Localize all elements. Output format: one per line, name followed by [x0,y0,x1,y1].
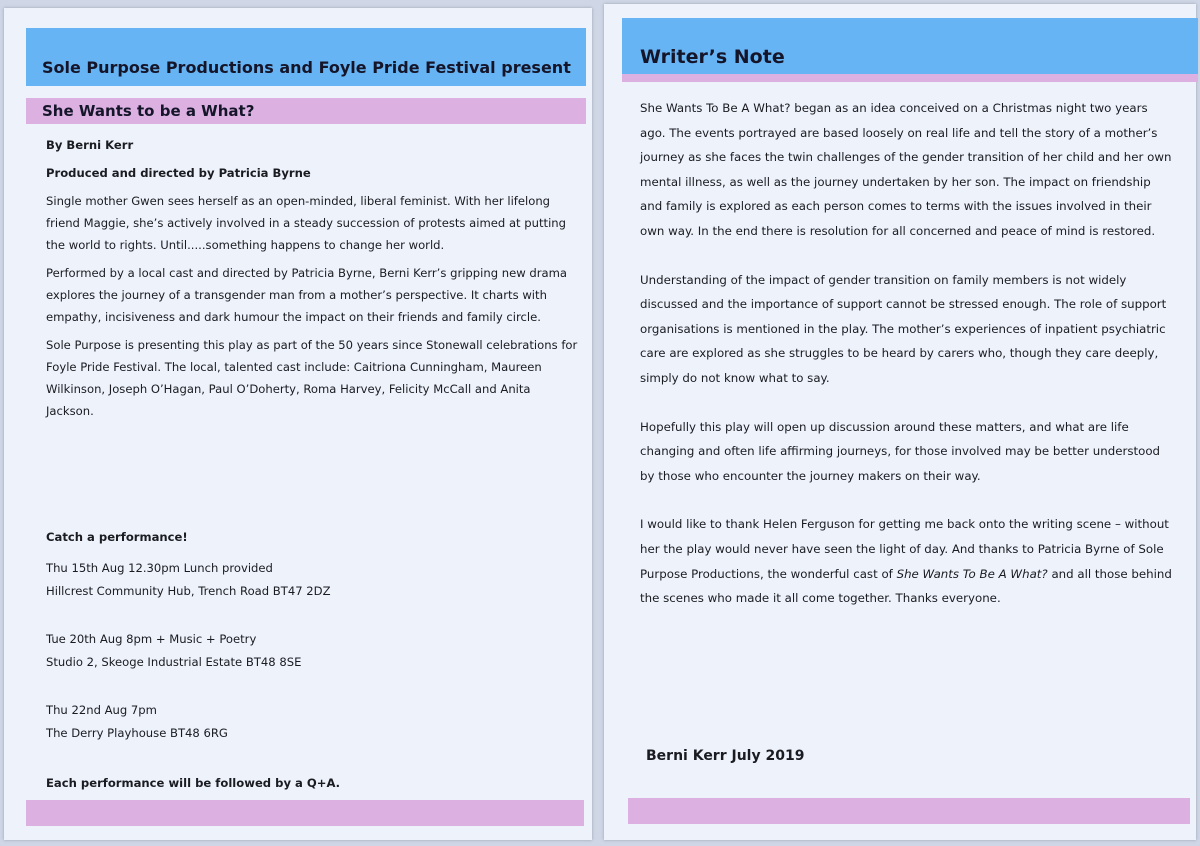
note-paragraph: Hopefully this play will open up discussion around these matters, and what are life changing and often life affirming journeys, for those involved may be better understood by those who encounter the journey makers on their way. [640,419,1161,483]
header-band-pink [622,74,1198,82]
right-page [604,4,1196,840]
thanks-paragraph [640,512,1176,610]
thanks-text-start: I would like to thank Helen Ferguson for getting me back onto the writing scene – without her the play would never have seen the light of day. And thanks to Patricia Byrne of Sole Purpose Productions, the wonderful cast of [640,517,1169,581]
play-title-italic: She Wants To Be A What? [896,566,1048,581]
catch-heading-block [46,526,546,549]
header-band-blue [26,28,586,86]
right-header [622,18,1198,84]
byline: By Berni Kerr [46,138,134,152]
catch-heading: Catch a performance! [46,530,188,544]
writers-note-title: Writer’s Note [640,46,785,68]
writers-note-body [640,96,1176,635]
performance-when: Thu 15th Aug 12.30pm Lunch provided [46,561,273,575]
synopsis-paragraph: Single mother Gwen sees herself as an open-minded, liberal feminist. With her lifelong friend Maggie, she’s actively involved in a steady succession of protests aimed at putting the world to rights. Until.....something happens to change her world. [46,194,567,252]
thanks-text-end: and all those behind the scenes who made it all come together. Thanks everyone. [640,566,1172,606]
left-header [26,28,586,92]
play-title-band [26,98,586,124]
stonewall-paragraph: Sole Purpose is presenting this play as part of the 50 years since Stonewall celebrations for Foyle Pride Festival. The local, talented cast include: Caitriona Cunningham, Maureen Wilkinson, Joseph O’Hagan, Paul O’Doherty, Roma Harvey, Felicity McCall and Anita Jackson. [46,338,578,418]
producer-line: Produced and directed by Patricia Byrne [46,166,311,180]
left-page [4,8,592,840]
signature: Berni Kerr July 2019 [646,748,805,764]
left-body [46,134,580,428]
performance-when: Thu 22nd Aug 7pm [46,703,157,717]
performance-item [46,699,546,745]
note-paragraph: Understanding of the impact of gender transition on family members is not widely discussed and the importance of support cannot be stressed enough. The role of support organisations is mentioned in the play. The mother’s experiences of inpatient psychiatric care are explored as she struggles to be heard by carers who, though they care deeply, simply do not know what to say. [640,272,1167,385]
play-title: She Wants to be a What? [42,102,255,120]
performance-when: Tue 20th Aug 8pm + Music + Poetry [46,632,257,646]
performance-where: Studio 2, Skeoge Industrial Estate BT48 8SE [46,655,302,669]
footer-band [628,798,1190,824]
performance-where: Hillcrest Community Hub, Trench Road BT47 2DZ [46,584,331,598]
performance-where: The Derry Playhouse BT48 6RG [46,726,228,740]
footer-band [26,800,584,826]
qa-note: Each performance will be followed by a Q+A. [46,776,341,790]
performance-item [46,628,546,674]
qa-note-block [46,772,546,795]
performance-item [46,557,546,603]
presenters-title: Sole Purpose Productions and Foyle Pride Festival present [42,58,571,77]
note-paragraph: She Wants To Be A What? began as an idea conceived on a Christmas night two years ago. The events portrayed are based loosely on real life and tell the story of a mother’s journey as she faces the twin challenges of the gender transition of her child and her own mental illness, as well as the journey undertaken by her son. The impact on friendship and family is explored as each person comes to terms with the issues involved in their own way. In the end there is resolution for all concerned and peace of mind is restored. [640,101,1172,238]
cast-paragraph: Performed by a local cast and directed by Patricia Byrne, Berni Kerr’s gripping new drama explores the journey of a transgender man from a mother’s perspective. It charts with empathy, incisiveness and dark humour the impact on their friends and family circle. [46,266,568,324]
